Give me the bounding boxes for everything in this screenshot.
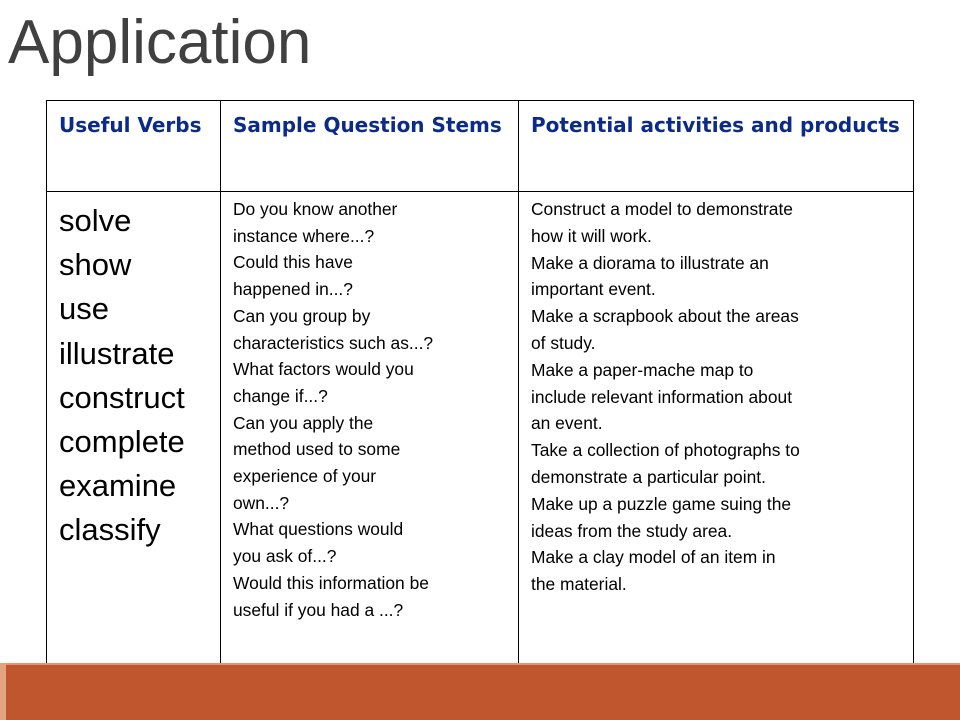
- activity-line: how it will work.: [531, 225, 652, 246]
- activity-line: Make a scrapbook about the areas: [531, 306, 799, 327]
- activity-line: Take a collection of photographs to: [531, 440, 800, 461]
- verb-item: classify: [59, 512, 161, 548]
- question-stem-line: experience of your: [233, 466, 377, 487]
- verb-item: solve: [59, 203, 132, 238]
- question-stem-line: Could this have: [233, 252, 353, 273]
- question-stem-line: What factors would you: [233, 359, 414, 380]
- useful-verbs-cell: [47, 192, 221, 666]
- verb-item: complete: [59, 424, 185, 460]
- table-header-row: [47, 101, 914, 192]
- header-sample-question-stems: Sample Question Stems: [221, 101, 519, 192]
- activities-cell: [519, 192, 914, 666]
- question-stem-line: method used to some: [233, 439, 401, 460]
- question-stem-line: you ask of...?: [233, 546, 337, 567]
- verb-item: illustrate: [59, 335, 175, 371]
- question-stem-line: Would this information be: [233, 572, 429, 593]
- question-stem-line: instance where...?: [233, 225, 375, 246]
- question-stem-line: Can you group by: [233, 305, 371, 326]
- activity-line: Make a diorama to illustrate an: [531, 252, 769, 273]
- verb-item: show: [59, 247, 132, 283]
- activity-line: an event.: [531, 413, 603, 434]
- question-stem-line: Do you know another: [233, 199, 398, 219]
- activity-line: Make up a puzzle game suing the: [531, 493, 792, 514]
- application-table: [46, 100, 914, 666]
- footer-accent-notch: [0, 663, 6, 720]
- question-stem-line: change if...?: [233, 385, 328, 406]
- activity-line: the material.: [531, 574, 627, 595]
- verb-item: examine: [59, 468, 177, 504]
- question-stem-line: useful if you had a ...?: [233, 599, 404, 620]
- question-stem-line: own...?: [233, 492, 290, 513]
- activity-line: important event.: [531, 279, 656, 300]
- question-stems-cell: [221, 192, 519, 666]
- question-stem-line: Can you apply the: [233, 412, 374, 433]
- table-body-row: [47, 192, 914, 666]
- activity-line: Construct a model to demonstrate: [531, 199, 793, 219]
- verb-item: use: [59, 291, 109, 327]
- activity-line: demonstrate a particular point.: [531, 466, 766, 487]
- footer-bar: [0, 663, 960, 720]
- question-stem-line: What questions would: [233, 519, 404, 540]
- activity-line: Make a paper-mache map to: [531, 359, 754, 380]
- activity-line: include relevant information about: [531, 386, 793, 407]
- footer-accent-line: [0, 663, 960, 665]
- slide-title: Application: [8, 8, 312, 77]
- activity-line: ideas from the study area.: [531, 520, 733, 541]
- question-stem-line: happened in...?: [233, 279, 353, 300]
- question-stem-line: characteristics such as...?: [233, 332, 434, 353]
- activity-line: of study.: [531, 332, 596, 353]
- activity-line: Make a clay model of an item in: [531, 547, 776, 568]
- header-potential-activities: Potential activities and products: [519, 101, 914, 192]
- header-useful-verbs: Useful Verbs: [47, 101, 221, 192]
- verb-item: construct: [59, 379, 185, 415]
